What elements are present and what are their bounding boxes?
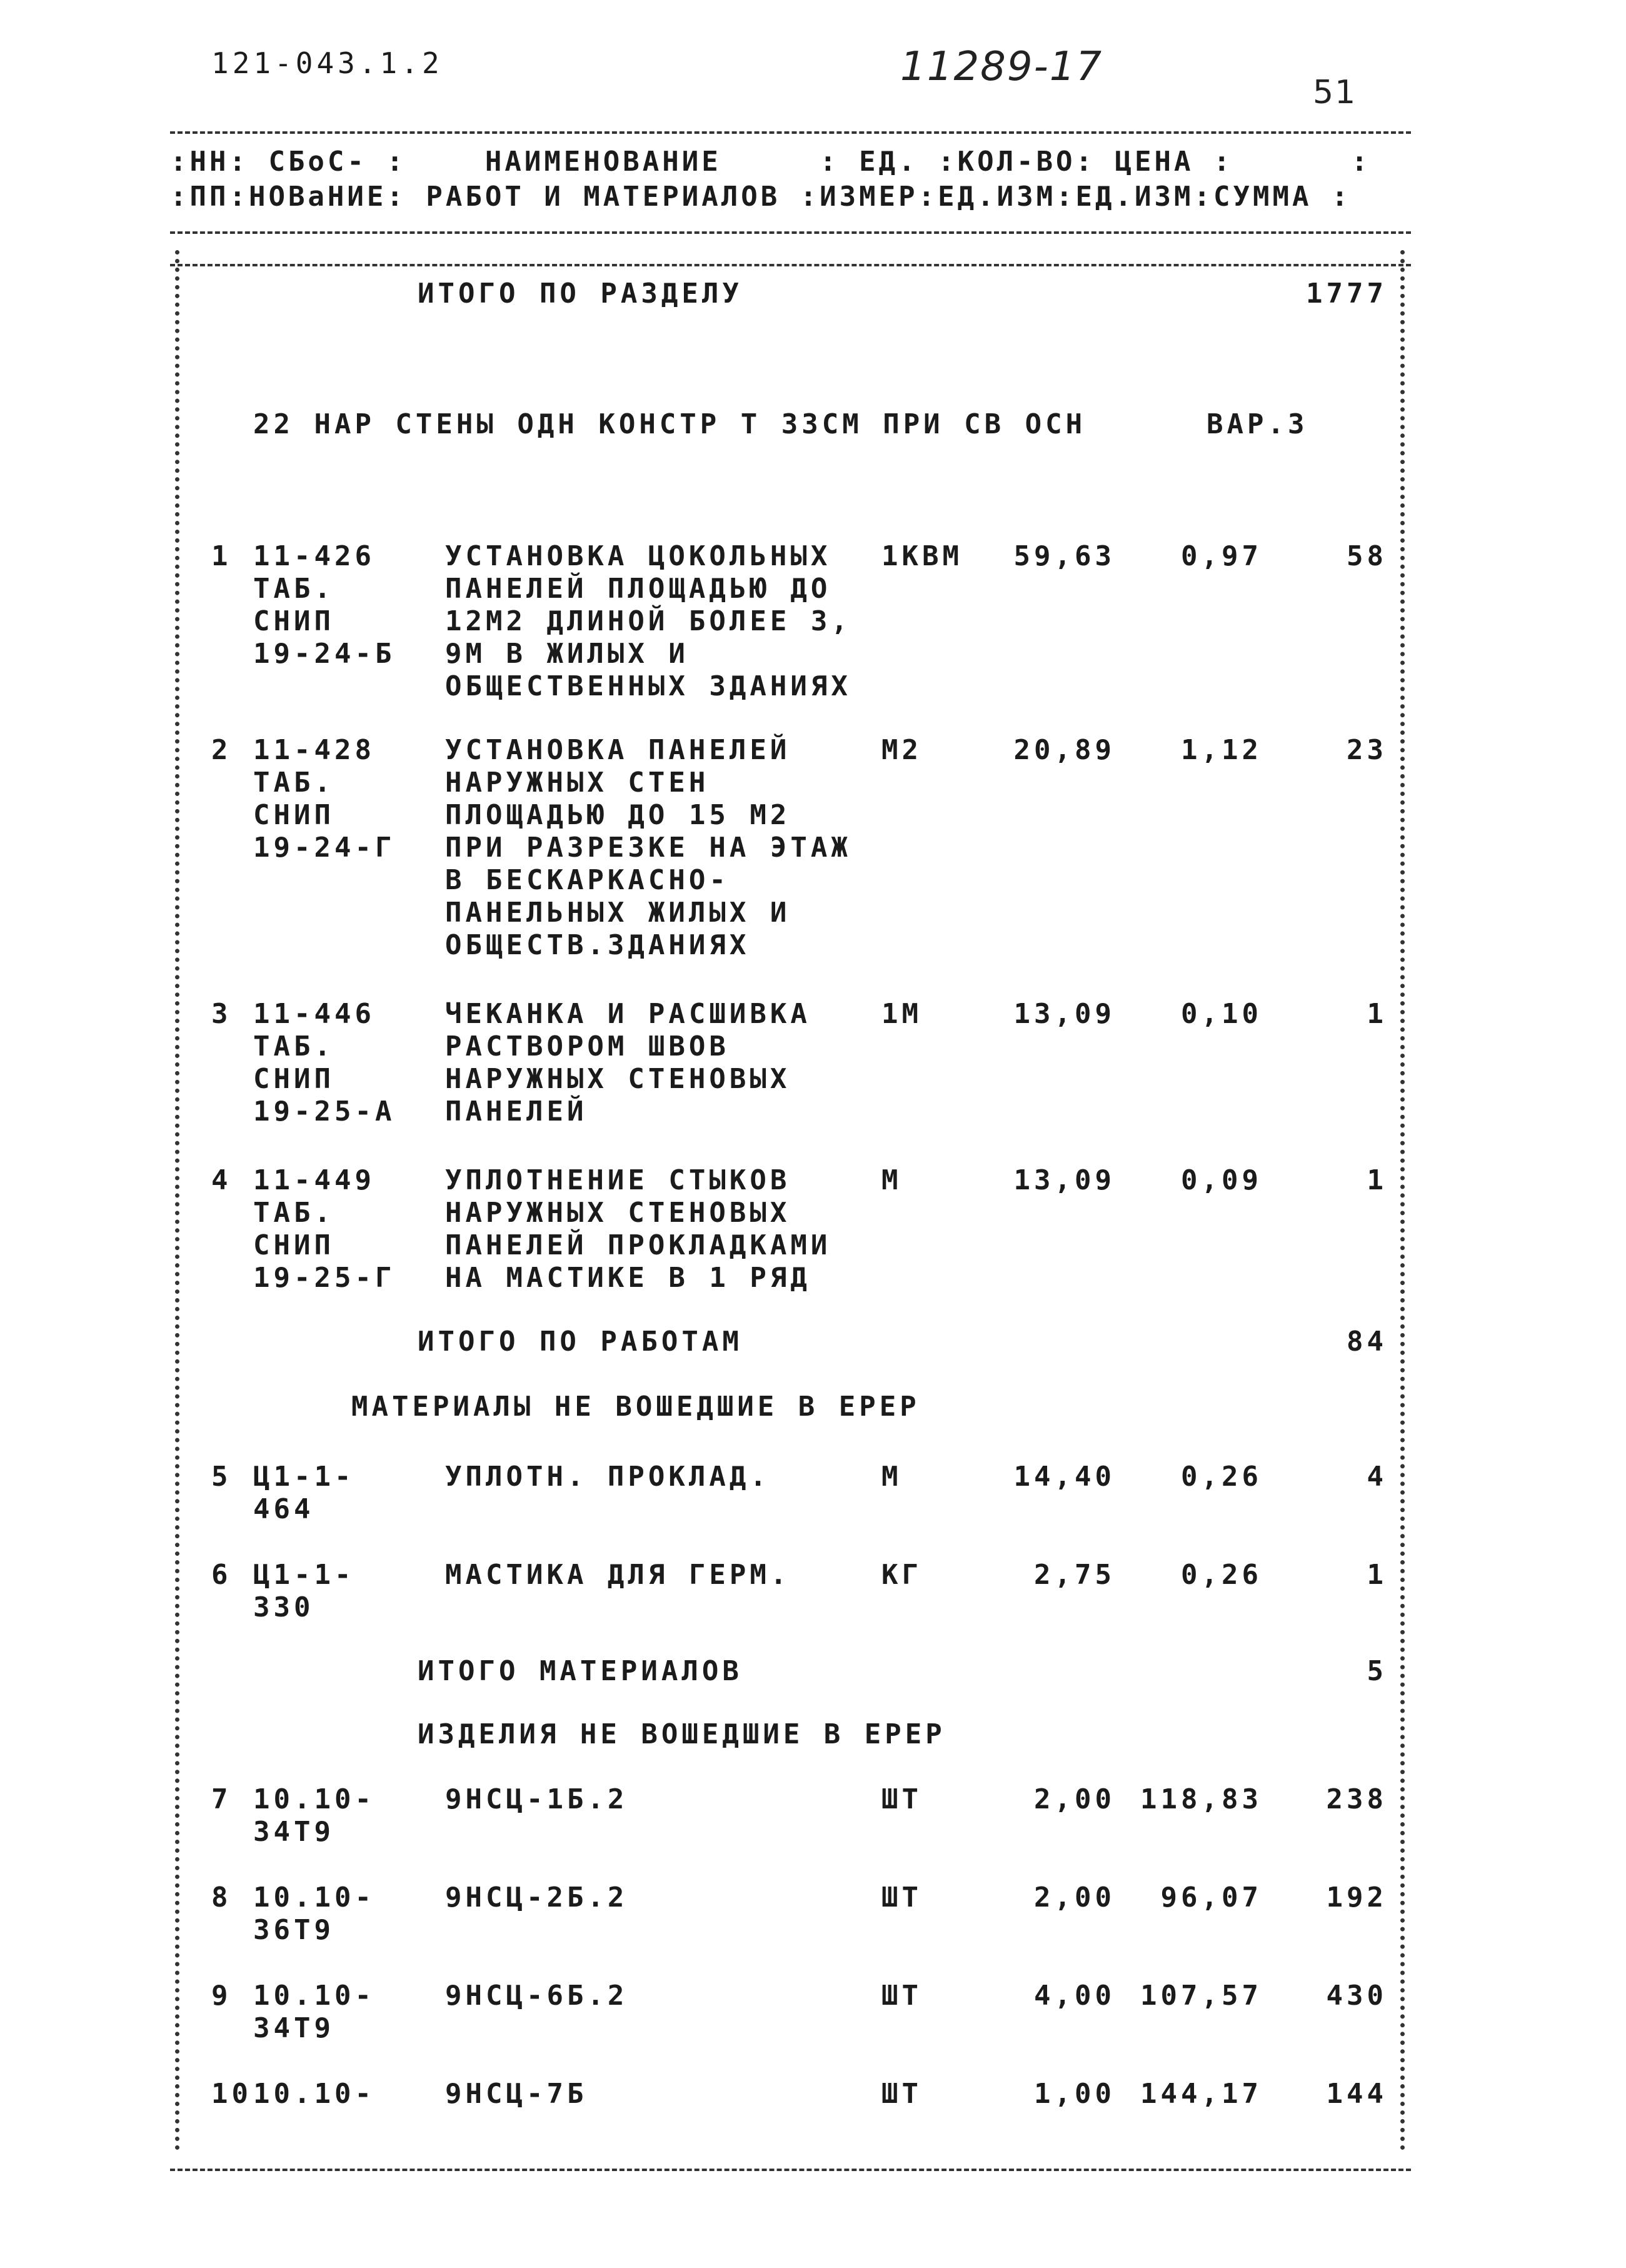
line-sum: 1	[1367, 998, 1387, 1030]
line-sum: 1	[1367, 1559, 1387, 1591]
norm-code: 19-25-А	[253, 1096, 396, 1127]
row-number: 6	[211, 1559, 232, 1591]
row-number: 9	[211, 1980, 232, 2012]
unit-of-measure: ШТ	[881, 1882, 922, 1913]
norm-code: 11-426	[253, 540, 375, 572]
row-number: 4	[211, 1164, 232, 1196]
body-bottom-rule	[170, 2169, 1411, 2171]
item-description: 9НСЦ-1Б.2	[445, 1783, 628, 1815]
norm-code: СНИП	[253, 605, 334, 637]
norm-code: 10.10-	[253, 2078, 375, 2110]
unit-of-measure: 1КВМ	[881, 540, 963, 572]
line-sum: 1	[1367, 1164, 1387, 1196]
item-description: 12М2 ДЛИНОЙ БОЛЕЕ 3,	[445, 605, 851, 637]
item-description: НАРУЖНЫХ СТЕН	[445, 767, 710, 799]
item-description: ПАНЕЛЕЙ	[445, 1096, 588, 1127]
norm-code: 10.10-	[253, 1882, 375, 1913]
item-description: МАСТИКА ДЛЯ ГЕРМ.	[445, 1559, 791, 1591]
unit-price: 144,17	[1140, 2078, 1262, 2110]
norm-code: Ц1-1-	[253, 1461, 355, 1493]
works-total-label: ИТОГО ПО РАБОТАМ	[418, 1326, 743, 1358]
norm-code: 11-446	[253, 998, 375, 1030]
row-number: 8	[211, 1882, 232, 1913]
unit-of-measure: М	[881, 1164, 902, 1196]
quantity: 59,63	[1013, 540, 1115, 572]
item-description: ОБЩЕСТВ.ЗДАНИЯХ	[445, 929, 750, 961]
line-sum: 430	[1326, 1980, 1387, 2012]
unit-of-measure: ШТ	[881, 1783, 922, 1815]
item-description: НАРУЖНЫХ СТЕНОВЫХ	[445, 1197, 791, 1229]
item-description: РАСТВОРОМ ШВОВ	[445, 1031, 730, 1062]
norm-code: СНИП	[253, 799, 334, 831]
item-description: ПРИ РАЗРЕЗКЕ НА ЭТАЖ	[445, 832, 851, 864]
item-description: НА МАСТИКЕ В 1 РЯД	[445, 1262, 811, 1294]
norm-code: ТАБ.	[253, 1197, 334, 1229]
item-description: УПЛОТНЕНИЕ СТЫКОВ	[445, 1164, 791, 1196]
section-total-value: 1777	[1306, 278, 1387, 310]
right-border-dots	[1400, 250, 1405, 2151]
quantity: 4,00	[1034, 1980, 1115, 2012]
section-total-label: ИТОГО ПО РАЗДЕЛУ	[418, 278, 743, 310]
item-description: 9М В ЖИЛЫХ И	[445, 638, 689, 670]
norm-code: 34Т9	[253, 2012, 334, 2044]
quantity: 20,89	[1013, 734, 1115, 766]
norm-code: 19-24-Б	[253, 638, 396, 670]
row-number: 3	[211, 998, 232, 1030]
line-sum: 4	[1367, 1461, 1387, 1493]
line-sum: 23	[1347, 734, 1387, 766]
norm-code: 11-428	[253, 734, 375, 766]
norm-code: 36Т9	[253, 1914, 334, 1946]
quantity: 2,75	[1034, 1559, 1115, 1591]
norm-code: 330	[253, 1591, 314, 1623]
item-description: УПЛОТН. ПРОКЛАД.	[445, 1461, 770, 1493]
item-description: ПАНЕЛЕЙ ПРОКЛАДКАМИ	[445, 1229, 831, 1261]
line-sum: 58	[1347, 540, 1387, 572]
unit-of-measure: ШТ	[881, 1980, 922, 2012]
norm-code: СНИП	[253, 1229, 334, 1261]
item-description: 9НСЦ-2Б.2	[445, 1882, 628, 1913]
row-number: 1	[211, 540, 232, 572]
column-header-line-2: :ПП:НОВаНИЕ: РАБОТ И МАТЕРИАЛОВ :ИЗМЕР:ЕД.ИЗМ:ЕД.ИЗМ:СУММА :	[170, 181, 1352, 213]
norm-code: 34Т9	[253, 1816, 334, 1848]
item-description: ПАНЕЛЬНЫХ ЖИЛЫХ И	[445, 897, 791, 929]
norm-code: 19-24-Г	[253, 832, 396, 864]
page-number: 51	[1313, 74, 1357, 111]
norm-code: 10.10-	[253, 1980, 375, 2012]
quantity: 2,00	[1034, 1783, 1115, 1815]
unit-price: 0,26	[1181, 1461, 1262, 1493]
line-sum: 192	[1326, 1882, 1387, 1913]
column-header-line-1: :НН: СБоС- : НАИМЕНОВАНИЕ : ЕД. :КОЛ-ВО: ЦЕНА : :	[170, 146, 1371, 178]
norm-code: ТАБ.	[253, 1031, 334, 1062]
unit-price: 0,26	[1181, 1559, 1262, 1591]
quantity: 13,09	[1013, 998, 1115, 1030]
quantity: 14,40	[1013, 1461, 1115, 1493]
unit-price: 0,09	[1181, 1164, 1262, 1196]
norm-code: СНИП	[253, 1063, 334, 1095]
works-total-value: 84	[1347, 1326, 1387, 1358]
row-number: 7	[211, 1783, 232, 1815]
section-variant: ВАР.3	[1207, 408, 1308, 440]
norm-code: ТАБ.	[253, 573, 334, 605]
materials-total-label: ИТОГО МАТЕРИАЛОВ	[418, 1655, 743, 1687]
unit-of-measure: 1М	[881, 998, 922, 1030]
unit-price: 0,10	[1181, 998, 1262, 1030]
unit-of-measure: М	[881, 1461, 902, 1493]
item-description: ЧЕКАНКА И РАСШИВКА	[445, 998, 811, 1030]
item-description: ОБЩЕСТВЕННЫХ ЗДАНИЯХ	[445, 670, 851, 702]
unit-price: 1,12	[1181, 734, 1262, 766]
item-description: ПЛОЩАДЬЮ ДО 15 М2	[445, 799, 791, 831]
row-number: 2	[211, 734, 232, 766]
norm-code: Ц1-1-	[253, 1559, 355, 1591]
unit-price: 118,83	[1140, 1783, 1262, 1815]
unit-price: 96,07	[1160, 1882, 1262, 1913]
unit-price: 0,97	[1181, 540, 1262, 572]
norm-code: ТАБ.	[253, 767, 334, 799]
header-top-rule	[170, 131, 1411, 134]
unit-of-measure: ШТ	[881, 2078, 922, 2110]
materials-total-value: 5	[1367, 1655, 1387, 1687]
unit-price: 107,57	[1140, 1980, 1262, 2012]
item-description: 9НСЦ-7Б	[445, 2078, 588, 2110]
row-number: 10	[211, 2078, 252, 2110]
norm-code: 464	[253, 1493, 314, 1525]
header-bottom-rule	[170, 231, 1411, 234]
quantity: 13,09	[1013, 1164, 1115, 1196]
item-description: ПАНЕЛЕЙ ПЛОЩАДЬЮ ДО	[445, 573, 831, 605]
left-border-dots	[175, 250, 179, 2151]
norm-code: 19-25-Г	[253, 1262, 396, 1294]
item-description: НАРУЖНЫХ СТЕНОВЫХ	[445, 1063, 791, 1095]
unit-of-measure: М2	[881, 734, 922, 766]
item-description: В БЕСКАРКАСНО-	[445, 864, 730, 896]
item-description: УСТАНОВКА ПАНЕЛЕЙ	[445, 734, 791, 766]
line-sum: 238	[1326, 1783, 1387, 1815]
materials-header: МАТЕРИАЛЫ НЕ ВОШЕДШИЕ В ЕРЕР	[351, 1391, 920, 1423]
handwritten-document-number: 11289-17	[900, 44, 1103, 90]
quantity: 1,00	[1034, 2078, 1115, 2110]
section-title: 22 НАР СТЕНЫ ОДН КОНСТР Т 33СМ ПРИ СВ ОСН	[253, 408, 1087, 440]
item-description: УСТАНОВКА ЦОКОЛЬНЫХ	[445, 540, 831, 572]
item-description: 9НСЦ-6Б.2	[445, 1980, 628, 2012]
norm-code: 11-449	[253, 1164, 375, 1196]
unit-of-measure: КГ	[881, 1559, 922, 1591]
quantity: 2,00	[1034, 1882, 1115, 1913]
document-code: 121-043.1.2	[211, 46, 443, 80]
row-number: 5	[211, 1461, 232, 1493]
line-sum: 144	[1326, 2078, 1387, 2110]
norm-code: 10.10-	[253, 1783, 375, 1815]
body-top-rule	[170, 264, 1411, 266]
products-header: ИЗДЕЛИЯ НЕ ВОШЕДШИЕ В ЕРЕР	[418, 1718, 946, 1750]
